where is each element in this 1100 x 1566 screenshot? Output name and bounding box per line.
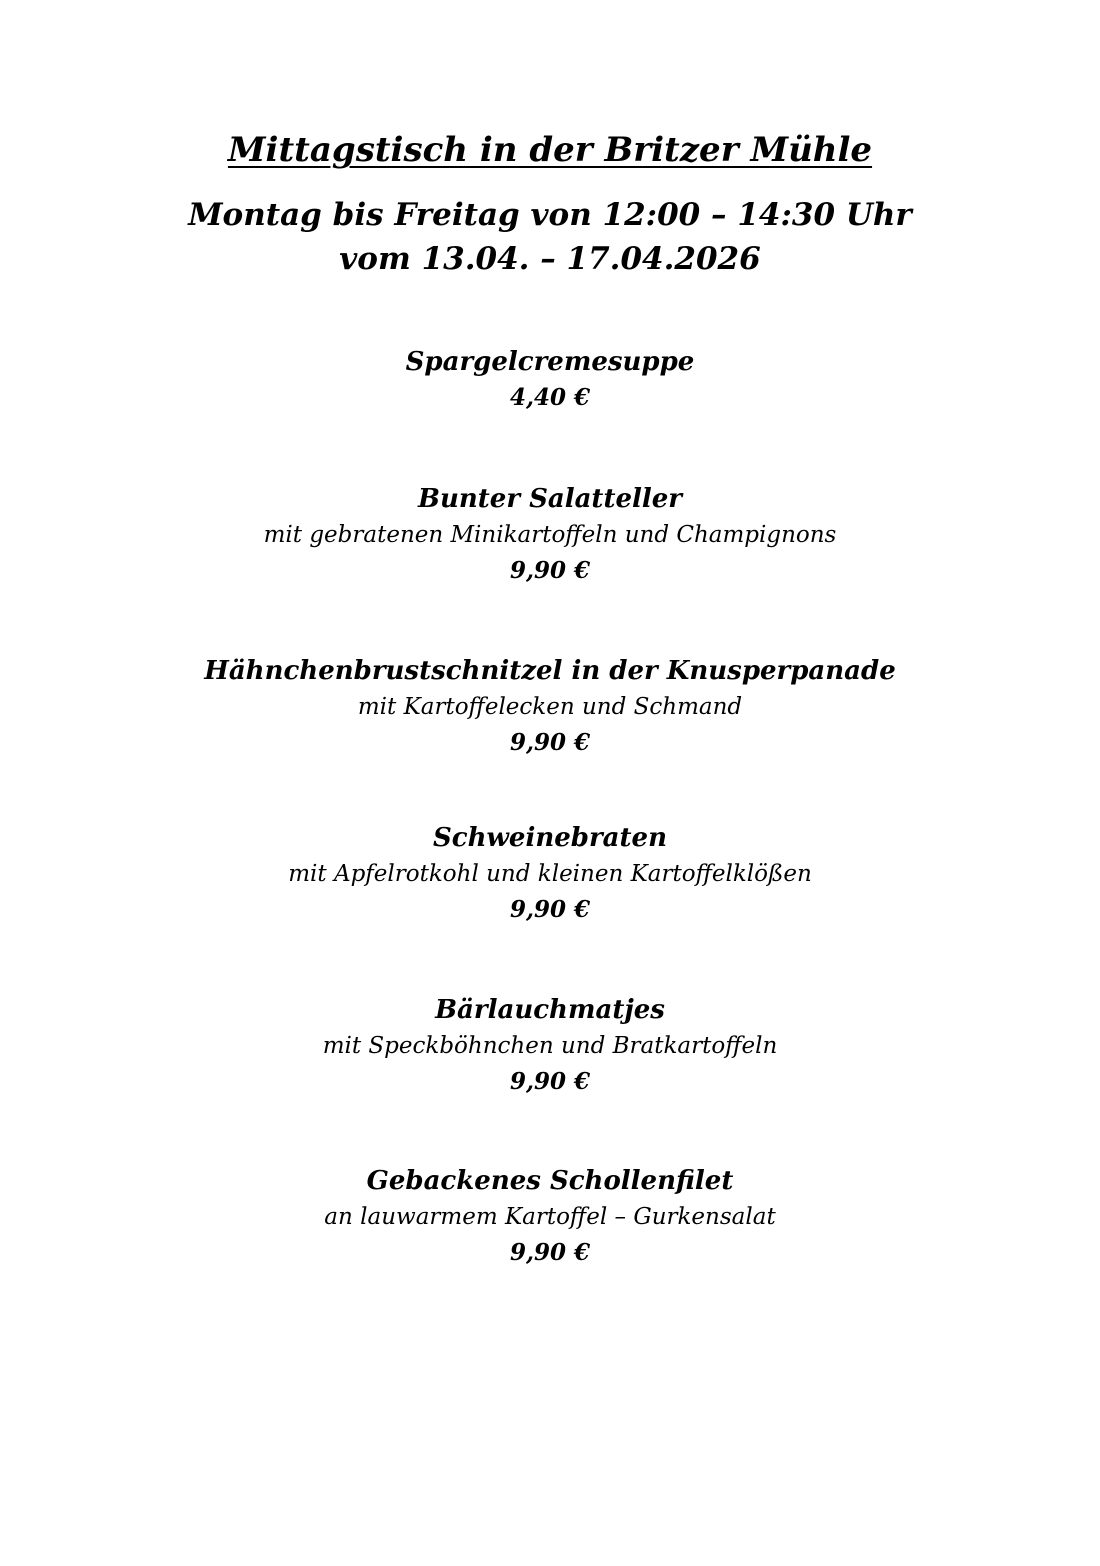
menu-item-price: 9,90 € [509, 557, 591, 584]
menu-item [0, 344, 1100, 416]
menu-item-description: mit Apfelrotkohl und kleinen Kartoffelklößen [288, 861, 812, 887]
date-range: vom 13.04. – 17.04.2026 [339, 241, 761, 277]
menu-item-name: Spargelcremesuppe [405, 347, 695, 377]
menu-item-name: Schweinebraten [433, 823, 667, 853]
menu-item-price: 9,90 € [509, 1068, 591, 1095]
opening-hours: Montag bis Freitag von 12:00 – 14:30 Uhr [188, 197, 912, 233]
menu-item-name: Hähnchenbrustschnitzel in der Knusperpanade [204, 656, 896, 686]
menu-item-description: mit gebratenen Minikartoffeln und Champignons [263, 522, 837, 548]
menu-item-price: 9,90 € [509, 1239, 591, 1266]
menu-item-description: mit Speckböhnchen und Bratkartoffeln [322, 1033, 778, 1059]
page-title: Mittagstisch in der Britzer Mühle [227, 130, 873, 170]
menu-item [0, 820, 1100, 928]
menu-item-name: Bunter Salatteller [418, 484, 682, 514]
menu-item-price: 9,90 € [509, 896, 591, 923]
menu-item-name: Gebackenes Schollenfilet [366, 1166, 734, 1196]
menu-item-price: 9,90 € [509, 729, 591, 756]
menu-item-description: an lauwarmem Kartoffel – Gurkensalat [324, 1204, 776, 1230]
menu-item [0, 1163, 1100, 1271]
menu-item-description: mit Kartoffelecken und Schmand [357, 694, 743, 720]
menu-item-name: Bärlauchmatjes [435, 995, 665, 1025]
menu-item-price: 4,40 € [509, 384, 591, 411]
menu-item [0, 992, 1100, 1100]
menu-item [0, 653, 1100, 761]
menu-item [0, 481, 1100, 589]
